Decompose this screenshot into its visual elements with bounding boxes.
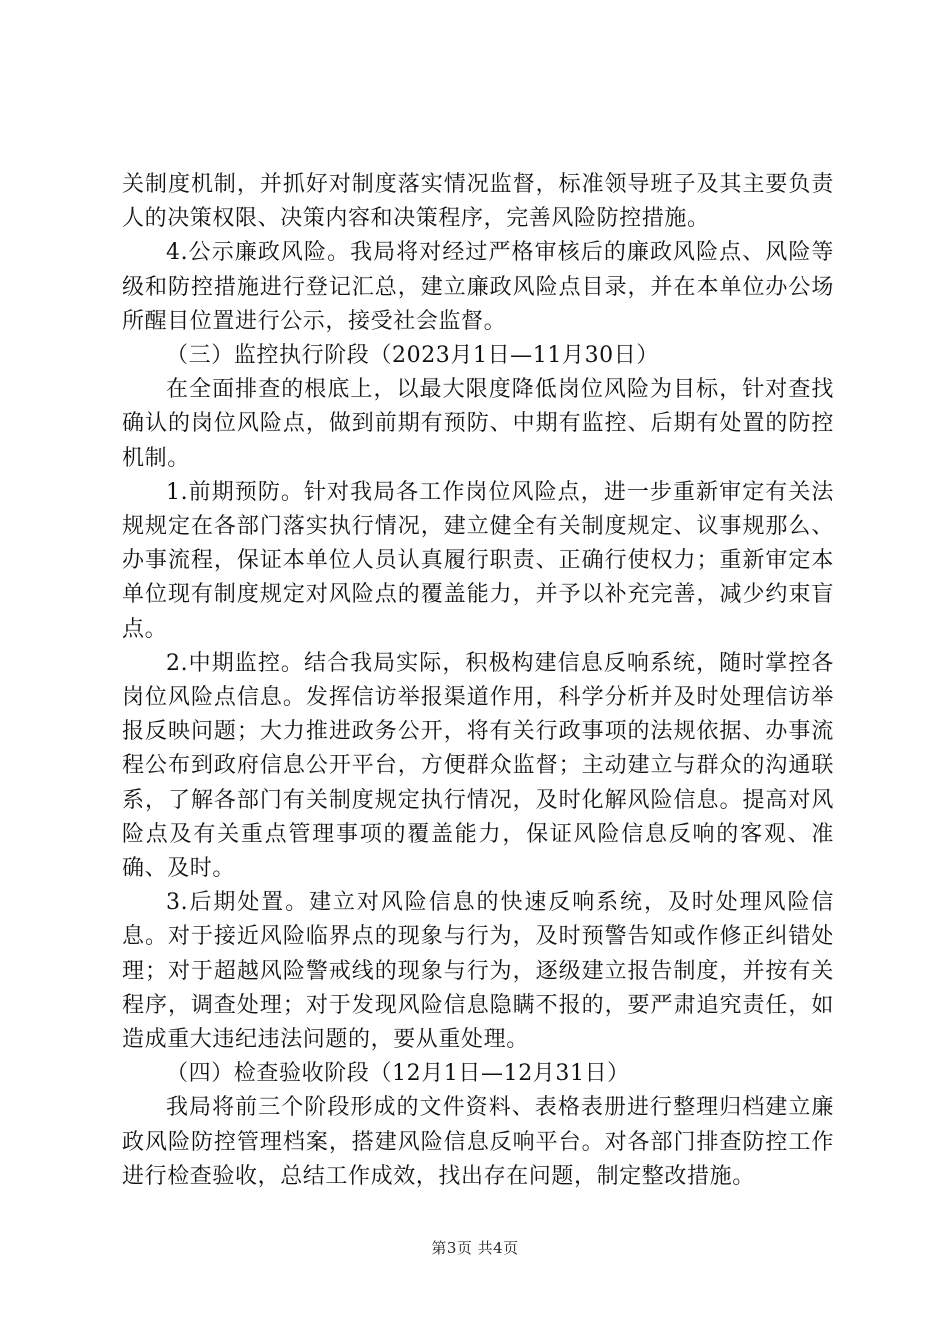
item-1-early-prevention: 1.前期预防。针对我局各工作岗位风险点，进一步重新审定有关法规规定在各部门落实执行情况，建立健全有关制度规定、议事规那么、办事流程，保证本单位人员认真履行职责、正确行使权力；重新审定本单位现有制度规定对风险点的覆盖能力，并予以补充完善，减少约束盲点。 (122, 479, 834, 642)
page-number-footer: 第3页 共4页 (431, 1239, 519, 1257)
continuation-paragraph: 关制度机制，并抓好对制度落实情况监督，标准领导班子及其主要负责人的决策权限、决策内容和决策程序，完善风险防控措施。 (122, 172, 834, 232)
document-body (122, 168, 834, 1194)
item-3-late-handling: 3.后期处置。建立对风险信息的快速反响系统，及时处理风险信息。对于接近风险临界点的现象与行为，及时预警告知或作修正纠错处理；对于超越风险警戒线的现象与行为，逐级建立报告制度，并按有关程序，调查处理；对于发现风险信息隐瞒不报的，要严肃追究责任，如造成重大违纪违法问题的，要从重处理。 (122, 890, 834, 1053)
section-4-intro-paragraph: 我局将前三个阶段形成的文件资料、表格表册进行整理归档建立廉政风险防控管理档案，搭建风险信息反响平台。对各部门排查防控工作进行检查验收，总结工作成效，找出存在问题，制定整改措施。 (122, 1095, 834, 1189)
item-2-mid-monitoring: 2.中期监控。结合我局实际，积极构建信息反响系统，随时掌控各岗位风险点信息。发挥信访举报渠道作用，科学分析并及时处理信访举报反映问题；大力推进政务公开，将有关行政事项的法规依据、办事流程公布到政府信息公开平台，方便群众监督；主动建立与群众的沟通联系，了解各部门有关制度规定执行情况，及时化解风险信息。提高对风险点及有关重点管理事项的覆盖能力，保证风险信息反响的客观、准确、及时。 (122, 650, 834, 882)
item-4-publicize-risks: 4.公示廉政风险。我局将对经过严格审核后的廉政风险点、风险等级和防控措施进行登记汇总，建立廉政风险点目录，并在本单位办公场所醒目位置进行公示，接受社会监督。 (122, 240, 834, 334)
section-heading-4: （四）检查验收阶段（12月1日—12月31日） (166, 1061, 630, 1087)
section-3-intro-paragraph: 在全面排查的根底上，以最大限度降低岗位风险为目标，针对查找确认的岗位风险点，做到前期有预防、中期有监控、后期有处置的防控机制。 (122, 377, 834, 471)
section-heading-3: （三）监控执行阶段（2023月1日—11月30日） (166, 343, 659, 369)
